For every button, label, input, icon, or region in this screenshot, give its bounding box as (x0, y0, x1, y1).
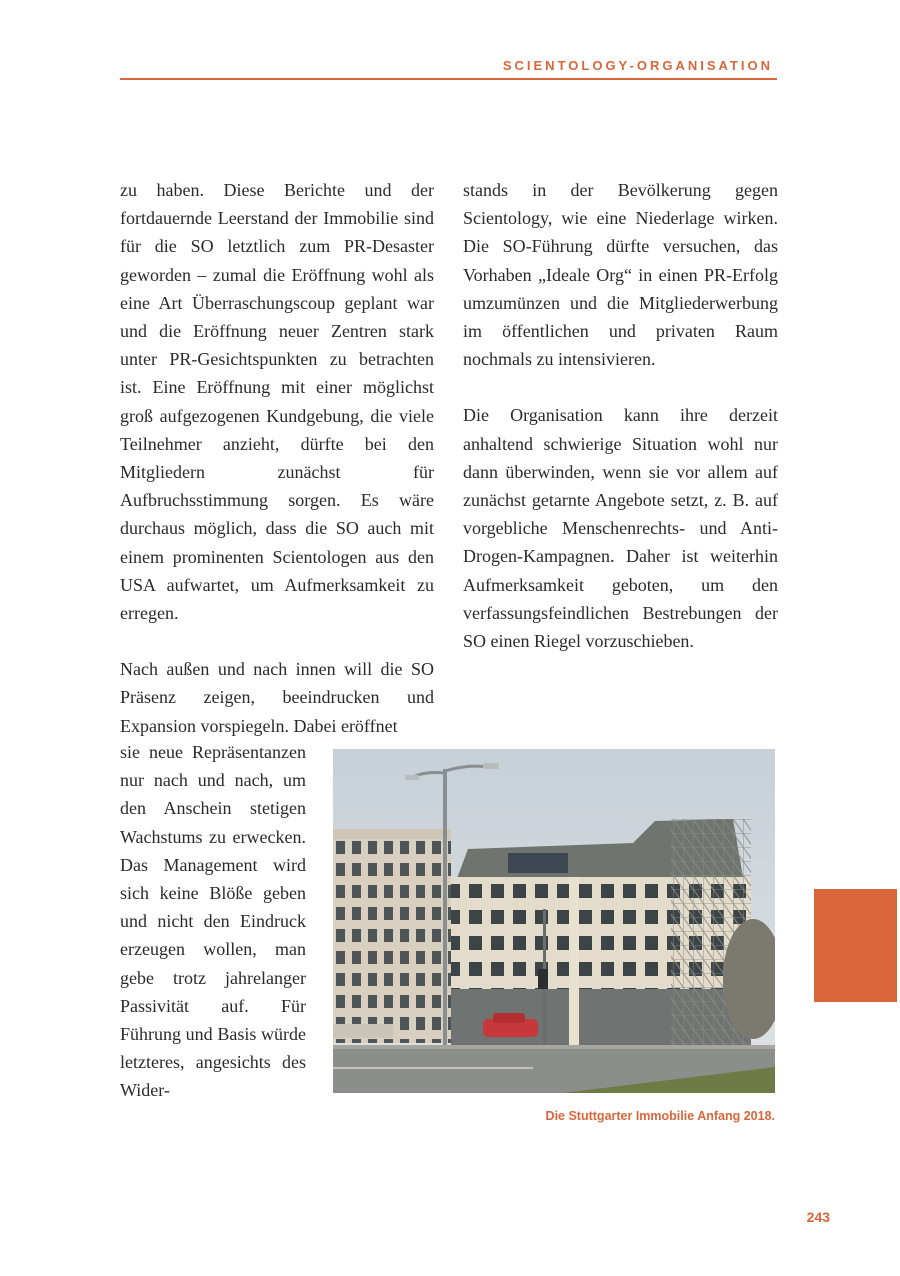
running-header (120, 56, 777, 80)
chapter-side-tab (814, 889, 897, 1002)
right-paragraph-1: stands in der Bevölkerung gegen Scientology, wie eine Niederlage wirken. Die SO-Führung dürfte versuchen, das Vorhaben „Ideale Org“ in einen PR-Erfolg umzumünzen und die Mitgliederwerbung im öffentlichen und privaten Raum nochmals zu intensivieren. (463, 180, 778, 370)
photo-caption: Die Stuttgarter Immobilie Anfang 2018. (545, 1109, 775, 1123)
building-photo (333, 749, 775, 1093)
left-paragraph-2: Nach außen und nach innen will die SO Präsenz zeigen, beeindrucken und Expansion vorspiegeln. Dabei eröffnet (120, 659, 434, 736)
right-paragraph-2: Die Organisation kann ihre derzeit anhaltend schwierige Situation wohl nur dann überwinden, wenn sie vor allem auf zunächst getarnte Angebote setzt, z. B. auf vorgebliche Menschenrechts- und Anti-Drogen-Kampagnen. Daher ist weiterhin Aufmerksamkeit geboten, um den verfassungsfeindlichen Bestrebungen der SO einen Riegel vorzuschieben. (463, 405, 778, 652)
left-column (120, 176, 434, 740)
left-paragraph-2-continued: sie neue Repräsentanzen nur nach und nach, um den Anschein stetigen Wachstums zu erwecken. Das Management wird sich keine Blöße geben und nicht den Eindruck erzeugen wollen, man gebe trotz jahrelanger Passivität auf. Für Führung und Basis würde letzteres, angesichts des Wider- (120, 742, 306, 1101)
left-column-narrow (120, 738, 306, 1105)
right-column (463, 176, 778, 655)
header-title: SCIENTOLOGY-ORGANISATION (502, 58, 773, 73)
page-number: 243 (806, 1209, 830, 1225)
left-paragraph-1: zu haben. Diese Berichte und der fortdauernde Leerstand der Immobilie sind für die SO letztlich zum PR-Desaster geworden – zumal die Eröffnung wohl als eine Art Überraschungscoup geplant war und die Eröffnung neuer Zentren stark unter PR-Gesichtspunkten zu betrachten ist. Eine Eröffnung mit einer möglichst groß aufgezogenen Kundgebung, die viele Teilnehmer anzieht, dürfte bei den Mitgliedern zunächst für Aufbruchsstimmung sorgen. Es wäre durchaus möglich, dass die SO auch mit einem prominenten Scientologen aus den USA aufwartet, um Aufmerksamkeit zu erregen. (120, 180, 434, 624)
